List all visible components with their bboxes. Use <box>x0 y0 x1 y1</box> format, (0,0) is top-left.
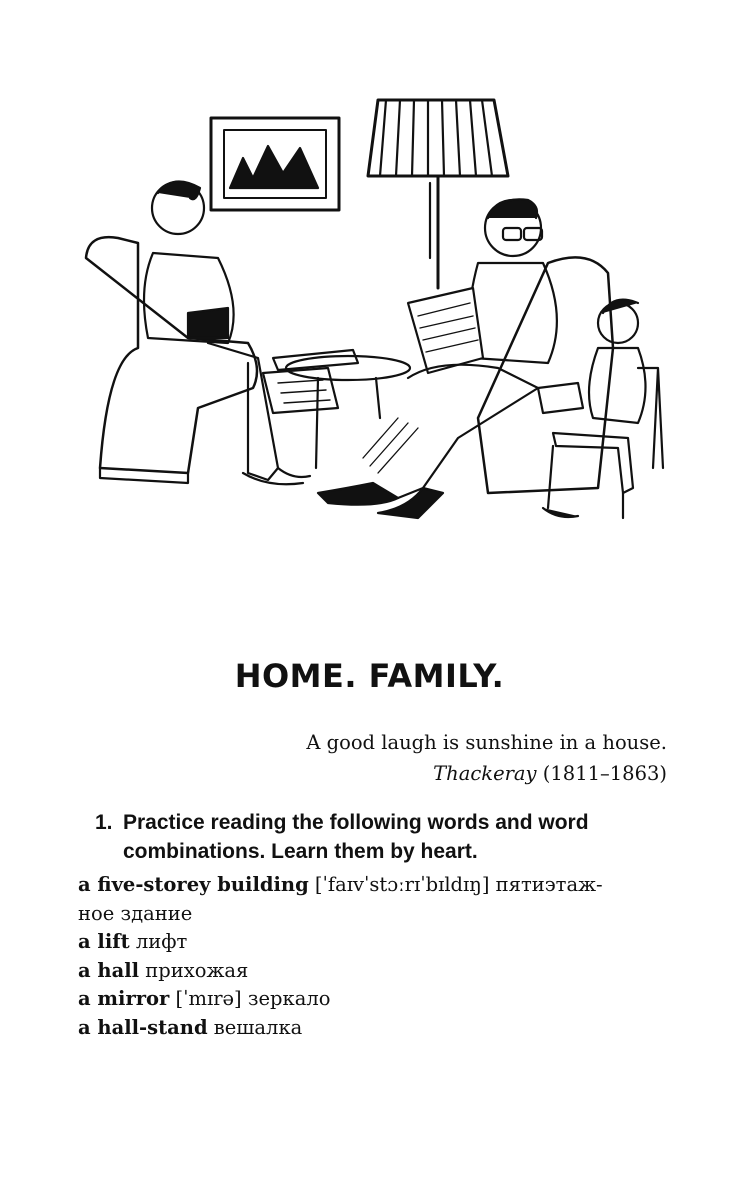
exercise-number: 1. <box>95 811 113 834</box>
epigraph <box>306 727 667 789</box>
vocab-entry <box>78 871 678 900</box>
vocab-entry-continuation: ное здание <box>78 901 193 925</box>
vocabulary-list <box>78 871 678 1043</box>
wall-picture <box>211 118 339 210</box>
vocab-transcription: [ˈfaɪvˈstɔːrɪˈbɪldɪŋ] <box>314 873 490 896</box>
vocab-translation: пятиэтаж- <box>495 873 603 896</box>
page-title: HOME. FAMILY. <box>234 657 505 695</box>
family-living-room-illustration <box>78 88 668 528</box>
exercise-text-1: Practice reading the following words and word <box>123 811 589 834</box>
vocab-translation: вешалка <box>213 1015 303 1039</box>
vocab-translation: прихожая <box>145 958 249 982</box>
vocab-entry <box>78 957 678 986</box>
vocab-entry <box>78 928 678 957</box>
vocab-term: a hall-stand <box>78 1015 208 1039</box>
father-armchair <box>318 199 613 518</box>
vocab-transcription: [ˈmɪrə] <box>175 987 242 1011</box>
epigraph-quote: A good laugh is sunshine in a house. <box>306 731 667 754</box>
exercise-line-1 <box>95 808 685 837</box>
vocab-translation: зеркало <box>247 987 331 1011</box>
vocab-term: a five-storey building <box>78 873 309 896</box>
floor-lamp <box>368 100 508 288</box>
vocab-term: a hall <box>78 958 140 982</box>
vocab-entry <box>78 985 678 1014</box>
vocab-term: a mirror <box>78 987 170 1011</box>
exercise-line-2: combinations. Learn them by heart. <box>123 840 478 863</box>
epigraph-attribution <box>306 758 667 789</box>
vocab-translation: лифт <box>135 930 188 954</box>
side-table <box>263 350 410 468</box>
epigraph-years: (1811–1863) <box>542 762 667 785</box>
vocab-term: a lift <box>78 930 130 954</box>
exercise-heading <box>95 808 685 866</box>
mother-armchair <box>86 182 310 485</box>
vocab-entry <box>78 1014 678 1043</box>
epigraph-author: Thackeray <box>433 762 537 785</box>
